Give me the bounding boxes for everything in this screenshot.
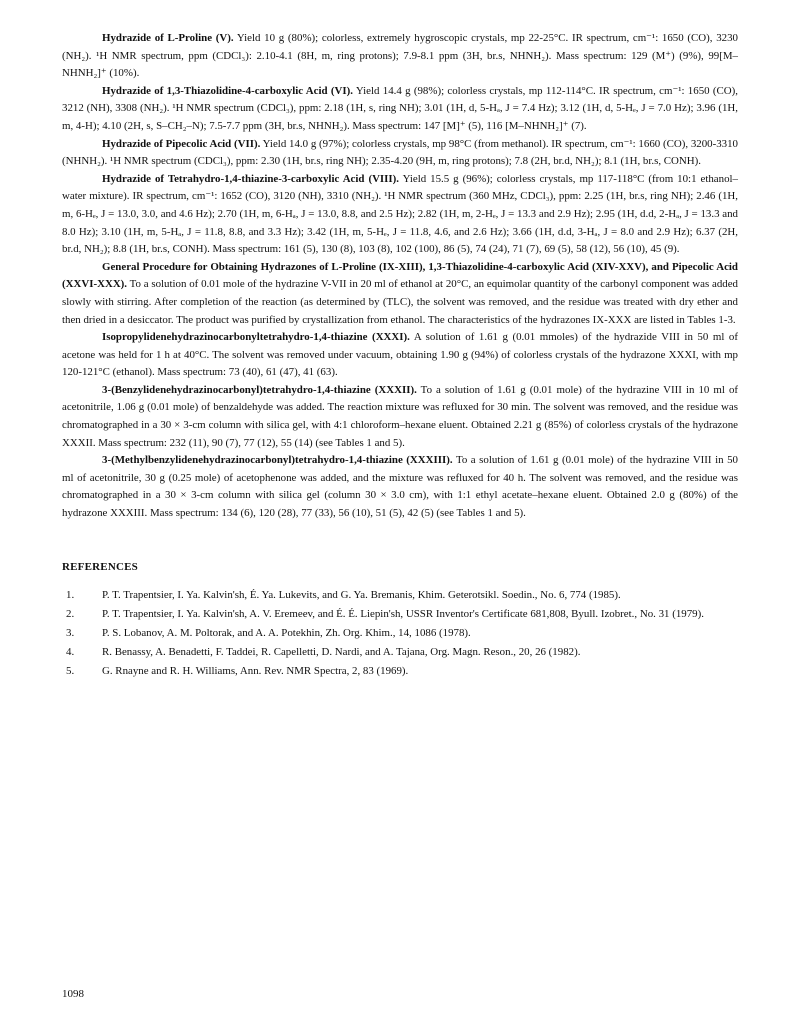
heading-hydrazide-vii: Hydrazide of Pipecolic Acid (VII). [102,137,261,150]
heading-general-procedure: General Procedure for Obtaining Hydrazones of L-Proline (IX-XIII), 1,3-Thiazolidine-4-carboxylic Acid (XIV-XXV), and Pipecolic Acid (XXVI-XXX). [62,260,738,291]
page-body [62,30,738,683]
body-xxxi: A solution of 1.61 g (0.01 mmoles) of the hydrazide VIII in 50 ml of acetone was held for 1 h at 40°C. The solvent was removed under vacuum, obtaining 1.90 g (94%) of colorless crystals of the hydrazone XXXI, with mp 120-121°C (ethanol). Mass spectrum: 73 (40), 61 (47), 41 (63). [62,331,738,379]
paragraph-hydrazide-vii [62,136,738,171]
body-general-procedure: To a solution of 0.01 mole of the hydrazine V-VII in 20 ml of ethanol at 20°C, an equimolar quantity of the carbonyl component was added slowly with stirring. After completion of the reaction (as determined by (TLC), the solvent was removed, and the residue was treated with dry ether and then dried in a desiccator. The product was purified by crystallization from ethanol. The characteristics of the hydrazones IX-XXX are listed in Tables 1-3. [62,278,738,326]
reference-item [62,625,738,642]
reference-text: G. Rnayne and R. H. Williams, Ann. Rev. NMR Spectra, 2, 83 (1969). [102,665,409,678]
reference-text: P. S. Lobanov, A. M. Poltorak, and A. A. Potekhin, Zh. Org. Khim., 14, 1086 (1978). [102,627,471,640]
heading-hydrazide-v: Hydrazide of L-Proline (V). [102,32,234,44]
body-hydrazide-viii: Yield 15.5 g (96%); colorless crystals, mp 117-118°C (from 10:1 ethanol–water mixture). IR spectrum, cm⁻¹: 1652 (CO), 3120 (NH), 3310 (NH₂). ¹H NMR spectrum (360 MHz, CDCl₃), ppm: 2.25 (1H, br.s, ring NH); 2.46 (1H, m, 6-Hₑ, J = 13.0, 3.0, and 4.6 Hz); 2.70 (1H, m, 6-Hₐ, J = 13.0, 8.8, and 2.5 Hz); 2.82 (1H, m, 2-Hₑ, J = 13.3 and 2.9 Hz); 2.95 (1H, d.d, 2-Hₐ, J = 13.3 and 8.0 Hz); 3.10 (1H, m, 5-Hₐ, J = 11.8, 8.8, and 3.3 Hz); 3.42 (1H, m, 5-Hₑ, J = 11.8, 4.6, and 2.6 Hz); 3.66 (1H, d.d, 3-Hₐ, J = 8.0 and 2.9 Hz); 6.37 (2H, br.d, NH₂); 8.8 (1H, br.s, CONH). Mass spectrum: 161 (5), 130 (8), 103 (8), 102 (100), 86 (5), 74 (24), 71 (7), 69 (5), 58 (12), 56 (10), 45 (9). [62,172,738,256]
body-hydrazide-vi: Yield 14.4 g (98%); colorless crystals, mp 112-114°C. IR spectrum, cm⁻¹: 1650 (CO), 3212 (NH), 3308 (NH₂). ¹H NMR spectrum (CDCl₃), ppm: 2.18 (1H, s, ring NH); 3.01 (1H, d, 5-Hₐ, J = 7.4 Hz); 3.12 (1H, d, 5-Hₑ, J = 7.0 Hz); 3.96 (1H, m, 4-H); 4.10 (2H, s, S–CH₂–N); 7.5-7.7 ppm (3H, br.s, NHNH₂). Mass spectrum: 147 [M]⁺ (5), 116 [M–NHNH₂]⁺ (7). [62,84,738,132]
page-number: 1098 [62,988,84,1000]
paragraph-general-procedure [62,259,738,329]
reference-text: P. T. Trapentsier, I. Ya. Kalvin'sh, A. V. Eremeev, and É. É. Liepin'sh, USSR Inventor's Certificate 681,808, Byull. Izobret., No. 31 (1979). [102,607,704,620]
paragraph-hydrazide-v [62,30,738,83]
references-heading: REFERENCES [62,560,138,573]
reference-number: 5. [66,665,75,678]
paragraph-xxxii [62,382,738,452]
heading-xxxi: Isopropylidenehydrazinocarbonyltetrahydro-1,4-thiazine (XXXI). [102,331,410,344]
reference-text: P. T. Trapentsier, I. Ya. Kalvin'sh, É. Ya. Lukevits, and G. Ya. Bremanis, Khim. Geterotsikl. Soedin., No. 6, 774 (1985). [102,588,621,601]
heading-xxxii: 3-(Benzylidenehydrazinocarbonyl)tetrahydro-1,4-thiazine (XXXII). [102,383,417,396]
paragraph-hydrazide-viii [62,171,738,259]
body-xxxiii: To a solution of 1.61 g (0.01 mole) of the hydrazine VIII in 50 ml of acetonitrile, 30 g (0.25 mole) of acetophenone was added, and the mixture was refluxed for 40 h. The solvent was removed, and the residue was chromatographed in a 30 × 3-cm column with silica gel (column 30 × 3.0 cm), with 1:1 ethyl acetate–hexane eluent. Obtained 2.0 g (80%) of the hydrazone XXXIII. Mass spectrum: 134 (6), 120 (28), 77 (33), 56 (10), 51 (5), 42 (5) (see Tables 1 and 5). [62,454,738,520]
body-hydrazide-vii: Yield 14.0 g (97%); colorless crystals, mp 98°C (from methanol). IR spectrum, cm⁻¹: 1660 (CO), 3200-3310 (NHNH₂). ¹H NMR spectrum (CDCl₃), ppm: 2.30 (1H, br.s, ring NH); 2.35-4.20 (9H, m, ring protons); 7.8 (2H, br.d, NH₂); 8.1 (1H, br.s, CONH). [62,137,739,168]
reference-number: 3. [66,627,75,640]
reference-item [62,663,738,680]
heading-hydrazide-vi: Hydrazide of 1,3-Thiazolidine-4-carboxylic Acid (VI). [102,84,353,97]
paragraph-xxxi [62,329,738,382]
reference-item [62,606,738,623]
paragraph-xxxiii [62,452,738,522]
reference-number: 1. [66,588,75,601]
heading-xxxiii: 3-(Methylbenzylidenehydrazinocarbonyl)tetrahydro-1,4-thiazine (XXXIII). [102,454,453,467]
paragraph-hydrazide-vi [62,83,738,136]
reference-text: R. Benassy, A. Benadetti, F. Taddei, R. Capelletti, D. Nardi, and A. Tajana, Org. Magn. Reson., 20, 26 (1982). [102,646,581,659]
reference-number: 2. [66,607,75,620]
body-xxxii: To a solution of 1.61 g (0.01 mole) of the hydrazine VIII in 10 ml of acetonitrile, 1.06 g (0.01 mole) of benzaldehyde was added. The reaction mixture was refluxed for 30 min. The solvent was removed, and the residue was chromatographed in a 30 × 3-cm column with silica gel, with 4:1 chloroform–hexane eluent. Obtained 2.21 g (85%) of colorless crystals of the hydrazone XXXII. Mass spectrum: 232 (11), 90 (7), 77 (12), 55 (14) (see Tables 1 and 5). [62,383,739,449]
body-hydrazide-v: Yield 10 g (80%); colorless, extremely hygroscopic crystals, mp 22-25°C. IR spectrum, cm⁻¹: 1650 (CO), 3230 (NH₂). ¹H NMR spectrum, ppm (CDCl₃): 2.10-4.1 (8H, m, ring protons); 7.9-8.1 ppm (3H, br.s, NHNH₂). Mass spectrum: 129 (M⁺) (9%), 99[M–NHNH₂]⁺ (10%). [62,32,738,80]
heading-hydrazide-viii: Hydrazide of Tetrahydro-1,4-thiazine-3-carboxylic Acid (VIII). [102,172,399,185]
reference-number: 4. [66,646,75,659]
reference-item [62,644,738,661]
reference-item [62,587,738,604]
